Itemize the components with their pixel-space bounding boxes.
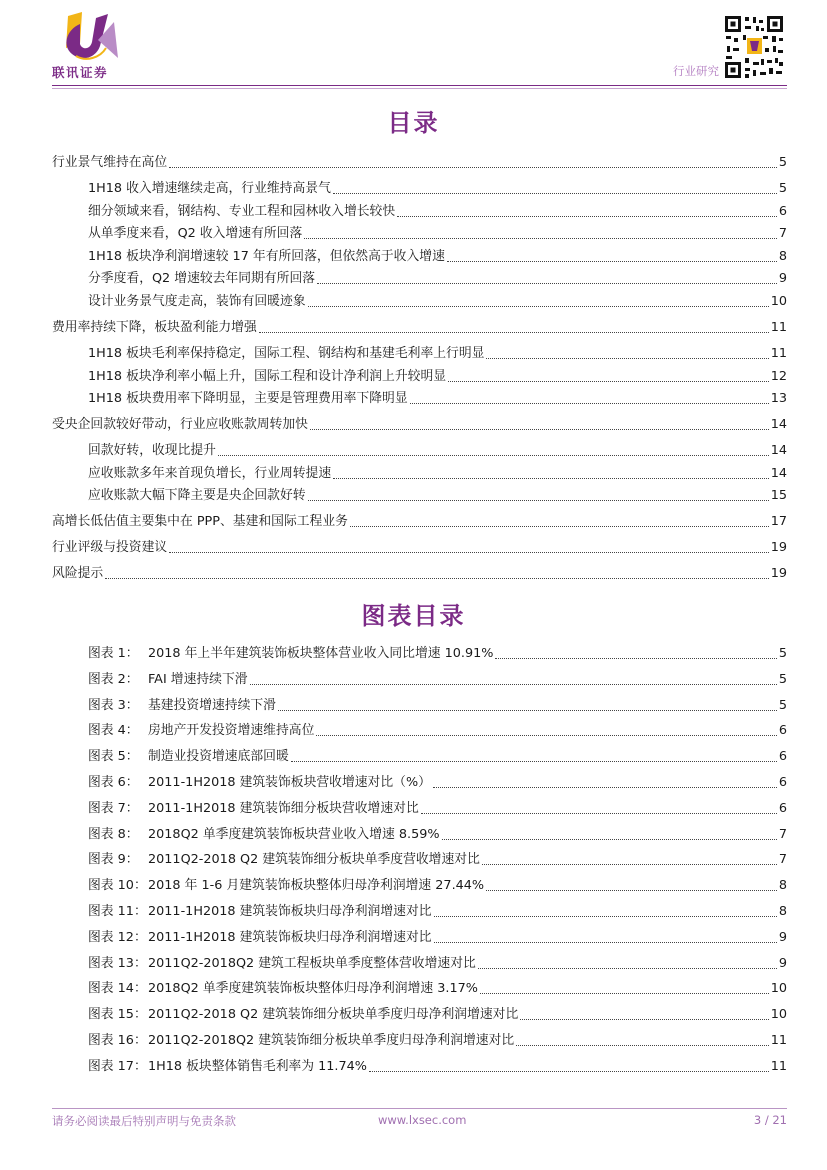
- figure-caption: 2018 年上半年建筑装饰板块整体营业收入同比增速 10.91%: [148, 646, 494, 661]
- leader-dots: [308, 305, 769, 307]
- toc-entry-title: 从单季度来看，Q2 收入增速有所回落: [88, 226, 303, 242]
- leader-dots: [308, 499, 769, 501]
- toc-entry-title: 应收账款多年来首现负增长，行业周转提速: [88, 465, 332, 481]
- leader-dots: [218, 454, 769, 456]
- toc-entry-page: 13: [770, 391, 787, 407]
- figure-caption: 2011Q2-2018 Q2 建筑装饰细分板块单季度归母净利润增速对比: [148, 1007, 519, 1023]
- toc-entry-title: 受央企回款较好带动，行业应收账款周转加快: [52, 417, 308, 433]
- leader-dots: [105, 577, 769, 579]
- toc-entry-subsection[interactable]: [88, 180, 787, 198]
- leader-dots: [495, 657, 776, 659]
- figure-caption: FAI 增速持续下滑: [148, 671, 248, 687]
- figure-entry[interactable]: [88, 748, 787, 766]
- toc-entry-subsection[interactable]: [88, 203, 787, 221]
- figure-page: 6: [778, 723, 787, 739]
- leader-dots: [316, 734, 776, 736]
- figure-caption: 2011-1H2018 建筑装饰板块归母净利润增速对比: [148, 904, 432, 919]
- toc-entry-page: 10: [770, 294, 787, 309]
- figure-label: 图表 4：: [88, 723, 139, 739]
- figure-label: 图表 17：: [88, 1058, 147, 1074]
- leader-dots: [278, 709, 777, 711]
- leader-dots: [434, 941, 777, 943]
- figure-label: 图表 1：: [88, 646, 139, 661]
- figure-caption: 基建投资增速持续下滑: [148, 697, 276, 713]
- leader-dots: [169, 166, 777, 168]
- leader-dots: [250, 683, 777, 685]
- figure-entry[interactable]: [88, 877, 787, 895]
- figure-label: 图表 2：: [88, 671, 139, 687]
- toc-entry-section[interactable]: [52, 565, 787, 583]
- figure-entry[interactable]: [88, 1006, 787, 1024]
- leader-dots: [486, 357, 768, 359]
- toc-entry-subsection[interactable]: [88, 390, 787, 408]
- figure-entry[interactable]: [88, 671, 787, 689]
- figure-page: 8: [778, 904, 787, 919]
- toc-entry-subsection[interactable]: [88, 487, 787, 505]
- leader-dots: [397, 215, 777, 217]
- toc-entry-title: 设计业务景气度走高，装饰有回暖迹象: [88, 294, 306, 309]
- figure-label: 图表 5：: [88, 749, 139, 765]
- toc-entry-subsection[interactable]: [88, 465, 787, 483]
- toc-entry-subsection[interactable]: [88, 225, 787, 243]
- figure-label: 图表 6：: [88, 775, 139, 790]
- toc-entry-title: 应收账款大幅下降主要是央企回款好转: [88, 488, 306, 504]
- toc-entry-page: 14: [770, 465, 787, 481]
- footer-disclaimer: 请务必阅读最后特别声明与免责条款: [52, 1114, 236, 1128]
- figure-entry[interactable]: [88, 1032, 787, 1050]
- leader-dots: [410, 402, 769, 404]
- figure-page: 11: [770, 1033, 787, 1048]
- leader-dots: [448, 380, 769, 382]
- header-rule: [52, 85, 787, 86]
- figure-page: 5: [778, 646, 787, 661]
- toc-entry-page: 8: [778, 248, 787, 264]
- leader-dots: [516, 1044, 769, 1046]
- figures-title: 图表目录: [361, 601, 466, 630]
- figure-label: 图表 7：: [88, 800, 139, 816]
- figure-page: 10: [770, 981, 787, 997]
- leader-dots: [317, 282, 777, 284]
- figure-entry[interactable]: [88, 697, 787, 715]
- figure-caption: 2011Q2-2018Q2 建筑工程板块单季度整体营收增速对比: [148, 955, 476, 971]
- toc-entry-page: 9: [778, 271, 787, 287]
- leader-dots: [421, 812, 777, 814]
- figure-caption: 2011Q2-2018Q2 建筑装饰细分板块单季度归母净利润增速对比: [148, 1033, 515, 1048]
- header-rule-thin: [52, 88, 787, 89]
- figure-label: 图表 15：: [88, 1007, 147, 1023]
- figure-label: 图表 3：: [88, 697, 139, 713]
- figure-caption: 制造业投资增速底部回暖: [148, 749, 289, 765]
- toc-entry-subsection[interactable]: [88, 345, 787, 363]
- leader-dots: [169, 551, 769, 553]
- toc-entry-page: 5: [778, 155, 787, 170]
- toc-entry-title: 1H18 收入增速继续走高，行业维持高景气: [88, 181, 331, 196]
- toc-entry-title: 风险提示: [52, 566, 104, 582]
- figure-label: 图表 16：: [88, 1033, 147, 1048]
- figure-entry[interactable]: [88, 800, 787, 818]
- toc-entry-title: 分季度看，Q2 增速较去年同期有所回落: [88, 271, 316, 287]
- figure-page: 7: [778, 826, 787, 842]
- figure-label: 图表 8：: [88, 826, 139, 842]
- figure-page: 8: [778, 878, 787, 894]
- figure-caption: 2011-1H2018 建筑装饰板块归母净利润增速对比: [148, 929, 432, 945]
- toc-entry-page: 5: [778, 181, 787, 196]
- footer-website[interactable]: www.lxsec.com: [378, 1113, 467, 1127]
- toc-entry-page: 12: [770, 368, 787, 384]
- leader-dots: [478, 967, 777, 969]
- figure-page: 6: [778, 775, 787, 790]
- figure-caption: 1H18 板块整体销售毛利率为 11.74%: [148, 1058, 367, 1074]
- toc-entry-title: 细分领域来看，钢结构、专业工程和园林收入增长较快: [88, 203, 396, 219]
- toc-entry-title: 1H18 板块净利润增速较 17 年有所回落，但依然高于收入增速: [88, 248, 445, 264]
- toc-entry-title: 回款好转，收现比提升: [88, 443, 216, 459]
- figure-entry[interactable]: [88, 645, 787, 663]
- figure-caption: 2011Q2-2018 Q2 建筑装饰细分板块单季度营收增速对比: [148, 852, 480, 868]
- figure-caption: 房地产开发投资增速维持高位: [148, 723, 315, 739]
- toc-entry-subsection[interactable]: [88, 248, 787, 266]
- figure-page: 9: [778, 955, 787, 971]
- toc-entry-title: 费用率持续下降，板块盈利能力增强: [52, 320, 257, 335]
- figure-page: 9: [778, 929, 787, 945]
- figure-label: 图表 9：: [88, 852, 139, 868]
- figure-entry[interactable]: [88, 826, 787, 844]
- toc-entry-subsection[interactable]: [88, 270, 787, 288]
- toc-entry-subsection[interactable]: [88, 368, 787, 386]
- figure-page: 7: [778, 852, 787, 868]
- brand-name: 联讯证券: [52, 65, 109, 80]
- leader-dots: [486, 889, 777, 891]
- toc-entry-subsection[interactable]: [88, 442, 787, 460]
- toc-entry-section[interactable]: [52, 539, 787, 557]
- toc-entry-subsection[interactable]: [88, 293, 787, 311]
- figure-page: 10: [770, 1007, 787, 1023]
- figure-label: 图表 13：: [88, 955, 147, 971]
- figure-entry[interactable]: [88, 774, 787, 792]
- figure-caption: 2011-1H2018 建筑装饰细分板块营收增速对比: [148, 800, 419, 816]
- leader-dots: [333, 477, 769, 479]
- figure-entry[interactable]: [88, 929, 787, 947]
- page-header: [0, 0, 827, 92]
- figure-page: 11: [770, 1058, 787, 1074]
- report-category: 行业研究: [673, 64, 719, 78]
- toc-entry-page: 15: [770, 488, 787, 504]
- figure-caption: 2018Q2 单季度建筑装饰板块整体归母净利润增速 3.17%: [148, 981, 478, 997]
- footer-rule: [52, 1108, 787, 1109]
- figure-page: 6: [778, 800, 787, 816]
- figure-page: 5: [778, 671, 787, 687]
- leader-dots: [310, 428, 769, 430]
- toc-entry-section[interactable]: [52, 154, 787, 172]
- toc-entry-page: 11: [770, 320, 787, 335]
- figure-page: 5: [778, 697, 787, 713]
- figure-label: 图表 11：: [88, 904, 147, 919]
- footer-page-number: 3 / 21: [753, 1113, 787, 1127]
- figure-caption: 2018 年 1-6 月建筑装饰板块整体归母净利润增速 27.44%: [148, 878, 485, 894]
- leader-dots: [259, 331, 769, 333]
- leader-dots: [291, 760, 777, 762]
- toc-entry-page: 17: [770, 514, 787, 530]
- qr-code-icon: [723, 14, 785, 80]
- toc-entry-section[interactable]: [52, 513, 787, 531]
- figure-entry[interactable]: [88, 980, 787, 998]
- leader-dots: [480, 992, 769, 994]
- toc-entry-title: 行业景气维持在高位: [52, 155, 168, 170]
- figure-entry[interactable]: [88, 1058, 787, 1076]
- leader-dots: [447, 260, 777, 262]
- figure-caption: 2011-1H2018 建筑装饰板块营收增速对比（%）: [148, 775, 431, 790]
- leader-dots: [304, 237, 777, 239]
- toc-entry-title: 1H18 板块净利率小幅上升，国际工程和设计净利润上升较明显: [88, 368, 447, 384]
- toc-entry-page: 7: [778, 226, 787, 242]
- toc-entry-page: 11: [770, 346, 787, 361]
- toc-entry-title: 行业评级与投资建议: [52, 540, 168, 556]
- leader-dots: [369, 1070, 769, 1072]
- toc-entry-section[interactable]: [52, 416, 787, 434]
- figure-entry[interactable]: [88, 903, 787, 921]
- figure-entry[interactable]: [88, 955, 787, 973]
- toc-title: 目录: [387, 108, 440, 137]
- figure-page: 6: [778, 749, 787, 765]
- leader-dots: [350, 525, 769, 527]
- figure-caption: 2018Q2 单季度建筑装饰板块营业收入增速 8.59%: [148, 826, 440, 842]
- toc-entry-page: 6: [778, 203, 787, 219]
- figure-entry[interactable]: [88, 722, 787, 740]
- figure-label: 图表 14：: [88, 981, 147, 997]
- toc-entry-page: 19: [770, 566, 787, 582]
- toc-entry-page: 14: [770, 417, 787, 433]
- figure-label: 图表 10：: [88, 878, 147, 894]
- toc-entry-section[interactable]: [52, 319, 787, 337]
- figure-label: 图表 12：: [88, 929, 147, 945]
- toc-entry-title: 1H18 板块费用率下降明显，主要是管理费用率下降明显: [88, 391, 408, 407]
- leader-dots: [442, 838, 777, 840]
- leader-dots: [333, 192, 777, 194]
- leader-dots: [482, 863, 777, 865]
- figure-entry[interactable]: [88, 851, 787, 869]
- toc-entry-title: 1H18 板块毛利率保持稳定，国际工程、钢结构和基建毛利率上行明显: [88, 346, 485, 361]
- toc-entry-page: 14: [770, 443, 787, 459]
- toc-entry-page: 19: [770, 540, 787, 556]
- toc-entry-title: 高增长低估值主要集中在 PPP、基建和国际工程业务: [52, 514, 348, 530]
- leader-dots: [520, 1018, 768, 1020]
- leader-dots: [434, 915, 777, 917]
- leader-dots: [433, 786, 777, 788]
